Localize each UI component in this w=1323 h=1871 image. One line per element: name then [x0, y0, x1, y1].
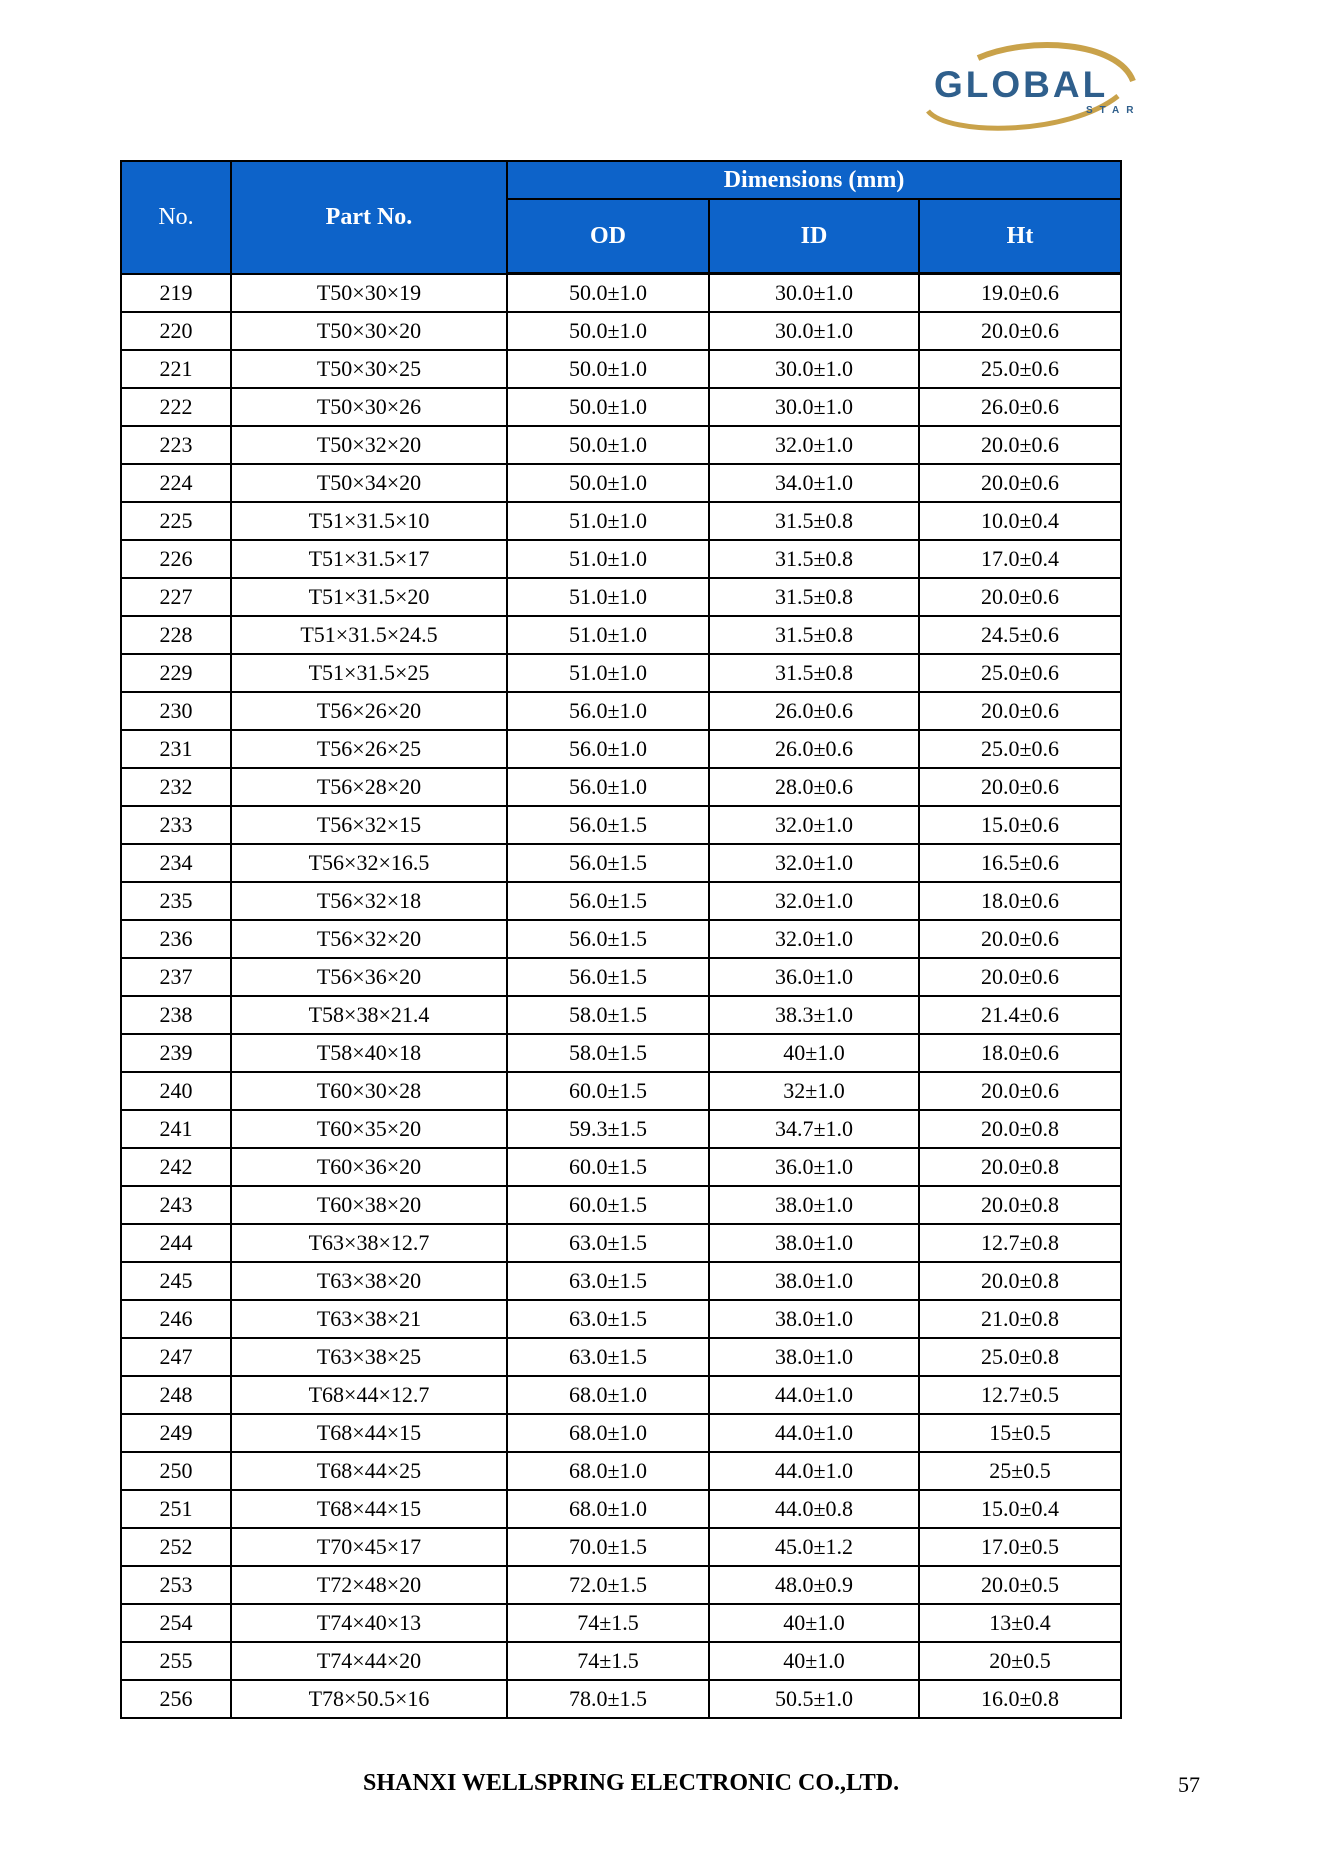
cell-od: 56.0±1.5	[507, 958, 709, 996]
cell-ht: 21.4±0.6	[919, 996, 1121, 1034]
cell-od: 70.0±1.5	[507, 1528, 709, 1566]
cell-no: 229	[121, 654, 231, 692]
cell-id: 32.0±1.0	[709, 806, 919, 844]
cell-no: 249	[121, 1414, 231, 1452]
cell-od: 63.0±1.5	[507, 1262, 709, 1300]
cell-part-no: T68×44×25	[231, 1452, 507, 1490]
cell-ht: 25.0±0.8	[919, 1338, 1121, 1376]
table-row	[121, 1528, 1121, 1566]
cell-no: 241	[121, 1110, 231, 1148]
table-row	[121, 654, 1121, 692]
cell-part-no: T51×31.5×20	[231, 578, 507, 616]
cell-part-no: T60×35×20	[231, 1110, 507, 1148]
cell-ht: 15.0±0.4	[919, 1490, 1121, 1528]
cell-ht: 25.0±0.6	[919, 654, 1121, 692]
cell-ht: 25.0±0.6	[919, 730, 1121, 768]
table-row	[121, 730, 1121, 768]
cell-ht: 18.0±0.6	[919, 882, 1121, 920]
cell-id: 48.0±0.9	[709, 1566, 919, 1604]
cell-ht: 20.0±0.8	[919, 1186, 1121, 1224]
cell-ht: 17.0±0.5	[919, 1528, 1121, 1566]
table-row	[121, 882, 1121, 920]
cell-no: 223	[121, 426, 231, 464]
cell-part-no: T58×38×21.4	[231, 996, 507, 1034]
cell-id: 38.0±1.0	[709, 1224, 919, 1262]
cell-ht: 18.0±0.6	[919, 1034, 1121, 1072]
cell-ht: 20.0±0.6	[919, 578, 1121, 616]
cell-id: 30.0±1.0	[709, 350, 919, 388]
cell-ht: 15±0.5	[919, 1414, 1121, 1452]
cell-id: 38.0±1.0	[709, 1338, 919, 1376]
cell-part-no: T56×32×15	[231, 806, 507, 844]
cell-no: 255	[121, 1642, 231, 1680]
cell-id: 34.0±1.0	[709, 464, 919, 502]
table-row	[121, 844, 1121, 882]
header-id: ID	[709, 199, 919, 274]
cell-od: 60.0±1.5	[507, 1186, 709, 1224]
cell-no: 220	[121, 312, 231, 350]
table-row	[121, 1452, 1121, 1490]
cell-od: 51.0±1.0	[507, 540, 709, 578]
cell-ht: 20.0±0.6	[919, 1072, 1121, 1110]
cell-no: 222	[121, 388, 231, 426]
cell-no: 240	[121, 1072, 231, 1110]
cell-od: 50.0±1.0	[507, 350, 709, 388]
cell-part-no: T56×26×25	[231, 730, 507, 768]
cell-ht: 25.0±0.6	[919, 350, 1121, 388]
cell-ht: 24.5±0.6	[919, 616, 1121, 654]
cell-od: 51.0±1.0	[507, 578, 709, 616]
cell-ht: 20.0±0.8	[919, 1148, 1121, 1186]
cell-id: 30.0±1.0	[709, 388, 919, 426]
cell-no: 237	[121, 958, 231, 996]
table-row	[121, 426, 1121, 464]
cell-od: 68.0±1.0	[507, 1490, 709, 1528]
cell-id: 31.5±0.8	[709, 578, 919, 616]
table-row	[121, 502, 1121, 540]
cell-no: 250	[121, 1452, 231, 1490]
cell-od: 74±1.5	[507, 1604, 709, 1642]
cell-no: 239	[121, 1034, 231, 1072]
cell-id: 36.0±1.0	[709, 1148, 919, 1186]
table-row	[121, 1566, 1121, 1604]
cell-od: 58.0±1.5	[507, 1034, 709, 1072]
cell-ht: 20.0±0.6	[919, 768, 1121, 806]
cell-od: 72.0±1.5	[507, 1566, 709, 1604]
cell-id: 45.0±1.2	[709, 1528, 919, 1566]
cell-id: 32.0±1.0	[709, 426, 919, 464]
table-row	[121, 464, 1121, 502]
table-row	[121, 350, 1121, 388]
cell-id: 44.0±1.0	[709, 1452, 919, 1490]
cell-no: 246	[121, 1300, 231, 1338]
cell-od: 58.0±1.5	[507, 996, 709, 1034]
cell-no: 242	[121, 1148, 231, 1186]
table-row	[121, 274, 1121, 313]
cell-part-no: T74×40×13	[231, 1604, 507, 1642]
cell-part-no: T56×26×20	[231, 692, 507, 730]
cell-part-no: T51×31.5×17	[231, 540, 507, 578]
cell-od: 60.0±1.5	[507, 1072, 709, 1110]
cell-id: 44.0±1.0	[709, 1414, 919, 1452]
cell-id: 38.0±1.0	[709, 1186, 919, 1224]
cell-part-no: T50×30×26	[231, 388, 507, 426]
cell-no: 245	[121, 1262, 231, 1300]
cell-no: 254	[121, 1604, 231, 1642]
cell-id: 31.5±0.8	[709, 540, 919, 578]
cell-ht: 20.0±0.5	[919, 1566, 1121, 1604]
table-body	[121, 274, 1121, 1719]
table-row	[121, 616, 1121, 654]
cell-id: 38.0±1.0	[709, 1300, 919, 1338]
cell-no: 232	[121, 768, 231, 806]
cell-part-no: T60×30×28	[231, 1072, 507, 1110]
cell-no: 247	[121, 1338, 231, 1376]
footer-company-name: SHANXI WELLSPRING ELECTRONIC CO.,LTD.	[363, 1770, 900, 1796]
cell-part-no: T63×38×20	[231, 1262, 507, 1300]
cell-od: 50.0±1.0	[507, 464, 709, 502]
cell-od: 56.0±1.5	[507, 882, 709, 920]
logo-wordmark: GLOBAL	[934, 64, 1109, 105]
cell-part-no: T56×32×16.5	[231, 844, 507, 882]
cell-no: 243	[121, 1186, 231, 1224]
cell-no: 233	[121, 806, 231, 844]
logo-subtitle: STAR	[1086, 105, 1141, 116]
cell-no: 221	[121, 350, 231, 388]
cell-no: 227	[121, 578, 231, 616]
cell-od: 50.0±1.0	[507, 388, 709, 426]
cell-ht: 12.7±0.8	[919, 1224, 1121, 1262]
cell-part-no: T51×31.5×24.5	[231, 616, 507, 654]
cell-ht: 10.0±0.4	[919, 502, 1121, 540]
cell-part-no: T58×40×18	[231, 1034, 507, 1072]
header-od: OD	[507, 199, 709, 274]
cell-part-no: T68×44×15	[231, 1490, 507, 1528]
cell-part-no: T51×31.5×25	[231, 654, 507, 692]
header-no: No.	[121, 161, 231, 274]
cell-id: 32.0±1.0	[709, 844, 919, 882]
cell-id: 31.5±0.8	[709, 616, 919, 654]
cell-no: 256	[121, 1680, 231, 1718]
cell-part-no: T56×28×20	[231, 768, 507, 806]
cell-no: 219	[121, 274, 231, 313]
company-logo	[918, 36, 1188, 136]
cell-ht: 20.0±0.6	[919, 312, 1121, 350]
cell-od: 63.0±1.5	[507, 1224, 709, 1262]
cell-od: 51.0±1.0	[507, 654, 709, 692]
cell-ht: 20.0±0.8	[919, 1262, 1121, 1300]
table-row	[121, 958, 1121, 996]
cell-part-no: T60×38×20	[231, 1186, 507, 1224]
cell-id: 26.0±0.6	[709, 692, 919, 730]
cell-od: 56.0±1.0	[507, 692, 709, 730]
cell-id: 31.5±0.8	[709, 502, 919, 540]
cell-no: 236	[121, 920, 231, 958]
table-row	[121, 768, 1121, 806]
table-row	[121, 1034, 1121, 1072]
cell-ht: 12.7±0.5	[919, 1376, 1121, 1414]
cell-ht: 16.0±0.8	[919, 1680, 1121, 1718]
cell-od: 51.0±1.0	[507, 616, 709, 654]
table-row	[121, 1224, 1121, 1262]
cell-od: 56.0±1.5	[507, 920, 709, 958]
cell-id: 50.5±1.0	[709, 1680, 919, 1718]
table-row	[121, 540, 1121, 578]
table-row	[121, 1604, 1121, 1642]
cell-part-no: T74×44×20	[231, 1642, 507, 1680]
cell-no: 230	[121, 692, 231, 730]
cell-od: 74±1.5	[507, 1642, 709, 1680]
cell-part-no: T60×36×20	[231, 1148, 507, 1186]
cell-id: 30.0±1.0	[709, 274, 919, 313]
cell-part-no: T50×34×20	[231, 464, 507, 502]
cell-ht: 20.0±0.6	[919, 692, 1121, 730]
cell-ht: 15.0±0.6	[919, 806, 1121, 844]
cell-no: 225	[121, 502, 231, 540]
table-row	[121, 996, 1121, 1034]
cell-part-no: T68×44×15	[231, 1414, 507, 1452]
cell-no: 251	[121, 1490, 231, 1528]
cell-no: 235	[121, 882, 231, 920]
cell-part-no: T72×48×20	[231, 1566, 507, 1604]
cell-od: 60.0±1.5	[507, 1148, 709, 1186]
table-row	[121, 920, 1121, 958]
cell-ht: 20.0±0.6	[919, 426, 1121, 464]
cell-od: 63.0±1.5	[507, 1338, 709, 1376]
table-row	[121, 312, 1121, 350]
cell-od: 51.0±1.0	[507, 502, 709, 540]
cell-od: 50.0±1.0	[507, 312, 709, 350]
table-row	[121, 1642, 1121, 1680]
cell-id: 44.0±1.0	[709, 1376, 919, 1414]
cell-ht: 20.0±0.8	[919, 1110, 1121, 1148]
cell-part-no: T70×45×17	[231, 1528, 507, 1566]
cell-ht: 13±0.4	[919, 1604, 1121, 1642]
cell-part-no: T51×31.5×10	[231, 502, 507, 540]
cell-ht: 20±0.5	[919, 1642, 1121, 1680]
table-row	[121, 1300, 1121, 1338]
cell-no: 252	[121, 1528, 231, 1566]
cell-ht: 25±0.5	[919, 1452, 1121, 1490]
table-row	[121, 1110, 1121, 1148]
cell-ht: 20.0±0.6	[919, 920, 1121, 958]
cell-id: 32±1.0	[709, 1072, 919, 1110]
cell-ht: 19.0±0.6	[919, 274, 1121, 313]
cell-od: 68.0±1.0	[507, 1376, 709, 1414]
cell-id: 40±1.0	[709, 1604, 919, 1642]
cell-id: 31.5±0.8	[709, 654, 919, 692]
table-row	[121, 1376, 1121, 1414]
cell-ht: 20.0±0.6	[919, 958, 1121, 996]
cell-id: 44.0±0.8	[709, 1490, 919, 1528]
cell-part-no: T63×38×21	[231, 1300, 507, 1338]
table-row	[121, 1186, 1121, 1224]
table-row	[121, 692, 1121, 730]
cell-part-no: T50×30×19	[231, 274, 507, 313]
cell-id: 34.7±1.0	[709, 1110, 919, 1148]
cell-id: 30.0±1.0	[709, 312, 919, 350]
cell-no: 228	[121, 616, 231, 654]
cell-part-no: T63×38×12.7	[231, 1224, 507, 1262]
cell-id: 26.0±0.6	[709, 730, 919, 768]
cell-od: 63.0±1.5	[507, 1300, 709, 1338]
table-row	[121, 1338, 1121, 1376]
cell-id: 28.0±0.6	[709, 768, 919, 806]
cell-no: 238	[121, 996, 231, 1034]
table-row	[121, 1262, 1121, 1300]
cell-od: 59.3±1.5	[507, 1110, 709, 1148]
cell-od: 56.0±1.5	[507, 806, 709, 844]
cell-od: 50.0±1.0	[507, 426, 709, 464]
cell-od: 56.0±1.5	[507, 844, 709, 882]
dimensions-table	[120, 160, 1122, 1719]
cell-od: 56.0±1.0	[507, 730, 709, 768]
table-row	[121, 1414, 1121, 1452]
cell-id: 36.0±1.0	[709, 958, 919, 996]
cell-part-no: T56×32×18	[231, 882, 507, 920]
table-row	[121, 1490, 1121, 1528]
page-number: 57	[1178, 1772, 1200, 1797]
header-part-no: Part No.	[231, 161, 507, 274]
cell-no: 248	[121, 1376, 231, 1414]
header-ht: Ht	[919, 199, 1121, 274]
cell-part-no: T68×44×12.7	[231, 1376, 507, 1414]
cell-no: 253	[121, 1566, 231, 1604]
cell-id: 32.0±1.0	[709, 920, 919, 958]
cell-ht: 26.0±0.6	[919, 388, 1121, 426]
table-row	[121, 1148, 1121, 1186]
cell-part-no: T78×50.5×16	[231, 1680, 507, 1718]
cell-no: 231	[121, 730, 231, 768]
cell-part-no: T63×38×25	[231, 1338, 507, 1376]
table-row	[121, 1680, 1121, 1718]
cell-id: 38.0±1.0	[709, 1262, 919, 1300]
cell-id: 40±1.0	[709, 1034, 919, 1072]
cell-part-no: T50×30×20	[231, 312, 507, 350]
cell-od: 78.0±1.5	[507, 1680, 709, 1718]
cell-ht: 17.0±0.4	[919, 540, 1121, 578]
table-row	[121, 806, 1121, 844]
cell-part-no: T50×30×25	[231, 350, 507, 388]
cell-part-no: T56×32×20	[231, 920, 507, 958]
cell-od: 68.0±1.0	[507, 1452, 709, 1490]
cell-od: 50.0±1.0	[507, 274, 709, 313]
cell-od: 56.0±1.0	[507, 768, 709, 806]
cell-part-no: T56×36×20	[231, 958, 507, 996]
cell-no: 234	[121, 844, 231, 882]
cell-ht: 21.0±0.8	[919, 1300, 1121, 1338]
table-row	[121, 388, 1121, 426]
table-row	[121, 578, 1121, 616]
header-dimensions: Dimensions (mm)	[507, 161, 1121, 199]
cell-id: 38.3±1.0	[709, 996, 919, 1034]
cell-ht: 20.0±0.6	[919, 464, 1121, 502]
cell-part-no: T50×32×20	[231, 426, 507, 464]
cell-ht: 16.5±0.6	[919, 844, 1121, 882]
cell-no: 244	[121, 1224, 231, 1262]
cell-id: 32.0±1.0	[709, 882, 919, 920]
cell-no: 226	[121, 540, 231, 578]
cell-id: 40±1.0	[709, 1642, 919, 1680]
cell-no: 224	[121, 464, 231, 502]
cell-od: 68.0±1.0	[507, 1414, 709, 1452]
table-row	[121, 1072, 1121, 1110]
